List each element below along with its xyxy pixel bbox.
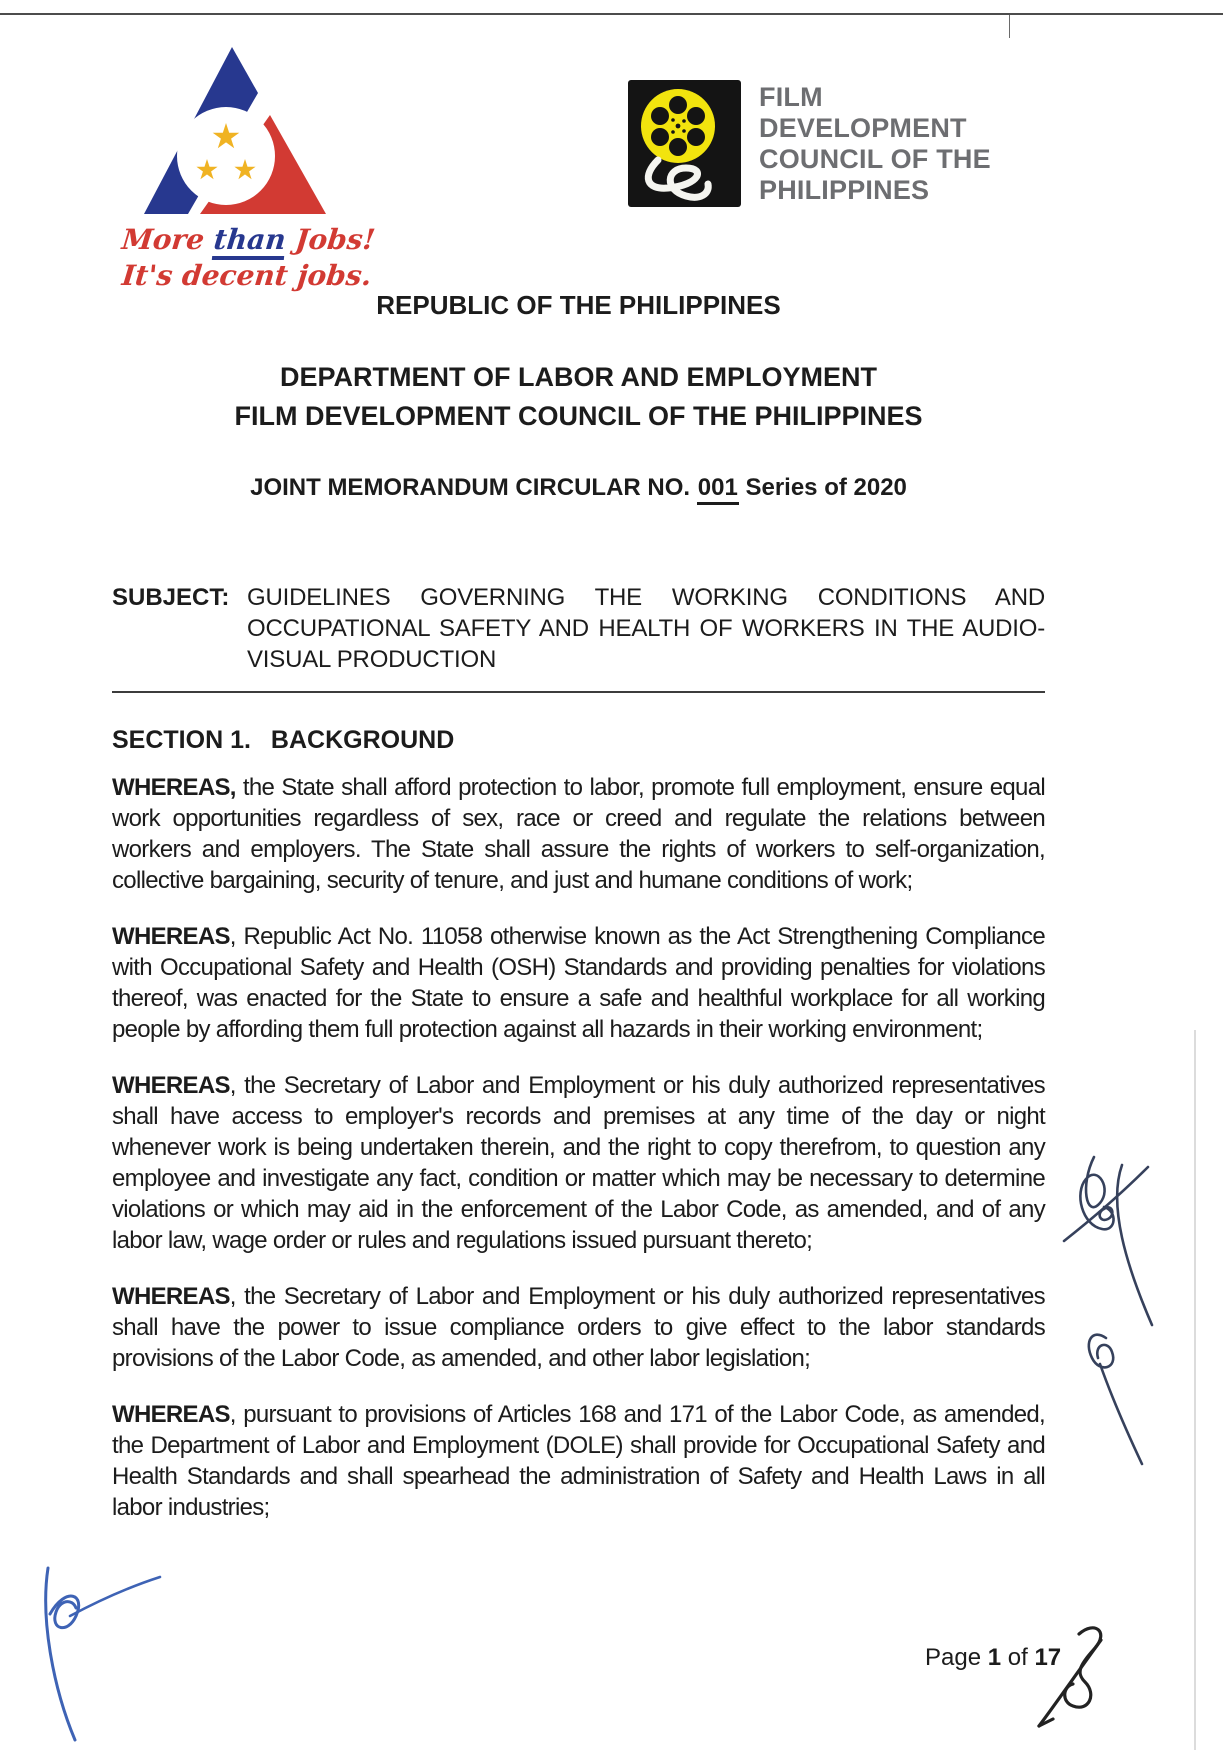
circular-suffix: Series of 2020 bbox=[738, 474, 907, 501]
fdcp-film-reel-icon bbox=[628, 80, 741, 207]
section-title: BACKGROUND bbox=[270, 726, 455, 754]
whereas-paragraph bbox=[112, 1399, 1045, 1523]
fdcp-wordmark bbox=[759, 82, 991, 206]
dole-tagline-line1 bbox=[120, 222, 377, 258]
fdcp-logo bbox=[628, 80, 991, 207]
page-word: Page bbox=[925, 1644, 988, 1671]
fdcp-word-line3: COUNCIL OF THE bbox=[759, 144, 991, 174]
horizontal-rule bbox=[112, 691, 1045, 693]
dole-triangle-logo-icon bbox=[136, 44, 328, 220]
dole-tagline-line2: It's decent jobs. bbox=[120, 259, 374, 292]
subject-row bbox=[112, 582, 1045, 675]
whereas-paragraph bbox=[112, 772, 1045, 896]
scan-artifact-tick bbox=[1009, 15, 1010, 38]
initials-signature-right-upper bbox=[1052, 1145, 1167, 1340]
whereas-lead: WHEREAS, bbox=[112, 774, 236, 801]
scan-artifact-right-edge bbox=[1194, 1030, 1196, 1750]
whereas-paragraph bbox=[112, 1281, 1045, 1374]
fdcp-word-line2: DEVELOPMENT bbox=[759, 113, 967, 143]
page-current: 1 bbox=[987, 1644, 1002, 1671]
whereas-text: , the Secretary of Labor and Employment or his duly authorized representatives shall have access to employer's records and premises at any time of the day or night whenever work is being undertaken therein, and the right to copy therefrom, to question any employee and investigate any fact, condition or matter which may be necessary to determine violations or which may aid in the enforcement of the Labor Code, as amended, and of any labor law, wage order or rules and regulations issued pursuant thereto; bbox=[112, 1072, 1045, 1254]
whereas-lead: WHEREAS bbox=[112, 1072, 230, 1099]
tagline-than: than bbox=[212, 223, 288, 260]
circular-number: 001 bbox=[697, 474, 739, 505]
section-heading bbox=[112, 726, 454, 755]
dole-logo bbox=[120, 44, 377, 294]
document-body bbox=[112, 772, 1045, 1548]
section-number: SECTION 1. bbox=[112, 726, 251, 754]
whereas-lead: WHEREAS bbox=[112, 1283, 230, 1310]
fdcp-word-line1: FILM bbox=[759, 82, 823, 112]
whereas-lead: WHEREAS bbox=[112, 923, 230, 950]
tagline-more: More bbox=[120, 223, 216, 256]
dole-tagline bbox=[116, 222, 377, 294]
whereas-lead: WHEREAS bbox=[112, 1401, 230, 1428]
signature-bottom-left bbox=[26, 1550, 201, 1750]
page-of-word: of bbox=[1001, 1644, 1035, 1671]
tagline-jobs: Jobs! bbox=[283, 223, 377, 256]
subject-text: GUIDELINES GOVERNING THE WORKING CONDITIONS AND OCCUPATIONAL SAFETY AND HEALTH OF WORKERS IN THE AUDIO-VISUAL PRODUCTION bbox=[247, 584, 1045, 673]
department-title: DEPARTMENT OF LABOR AND EMPLOYMENT bbox=[280, 362, 877, 392]
initials-signature-right-lower bbox=[1072, 1322, 1172, 1477]
whereas-paragraph bbox=[112, 1070, 1045, 1256]
republic-title: REPUBLIC OF THE PHILIPPINES bbox=[376, 290, 781, 320]
whereas-text: , Republic Act No. 11058 otherwise known as the Act Strengthening Compliance with Occupational Safety and Health (OSH) Standards and providing penalties for violations thereof, was enacted for the State to ensure a safe and healthful workplace for all working people by affording them full protection against all hazards in their working environment; bbox=[112, 923, 1045, 1043]
council-title: FILM DEVELOPMENT COUNCIL OF THE PHILIPPINES bbox=[234, 401, 923, 431]
circular-title bbox=[112, 474, 1045, 502]
page-total: 17 bbox=[1034, 1644, 1062, 1671]
subject-label: SUBJECT: bbox=[112, 584, 230, 611]
scan-artifact-top-line bbox=[0, 13, 1223, 15]
signature-bottom-right bbox=[1015, 1616, 1125, 1746]
circular-prefix: JOINT MEMORANDUM CIRCULAR NO. bbox=[250, 474, 697, 501]
whereas-text: , the Secretary of Labor and Employment or his duly authorized representatives shall have the power to issue compliance orders to give effect to the labor standards provisions of the Labor Code, as amended, and other labor legislation; bbox=[112, 1283, 1045, 1372]
whereas-text: , pursuant to provisions of Articles 168 and 171 of the Labor Code, as amended, the Department of Labor and Employment (DOLE) shall provide for Occupational Safety and Health Standards and shall spearhead the administration of Safety and Health Laws in all labor industries; bbox=[112, 1401, 1045, 1521]
whereas-text: the State shall afford protection to labor, promote full employment, ensure equal work opportunities regardless of sex, race or creed and regulate the relations between workers and employers. The State shall assure the rights of workers to self-organization, collective bargaining, security of tenure, and just and humane conditions of work; bbox=[112, 774, 1045, 894]
whereas-paragraph bbox=[112, 921, 1045, 1045]
fdcp-word-line4: PHILIPPINES bbox=[759, 175, 930, 205]
